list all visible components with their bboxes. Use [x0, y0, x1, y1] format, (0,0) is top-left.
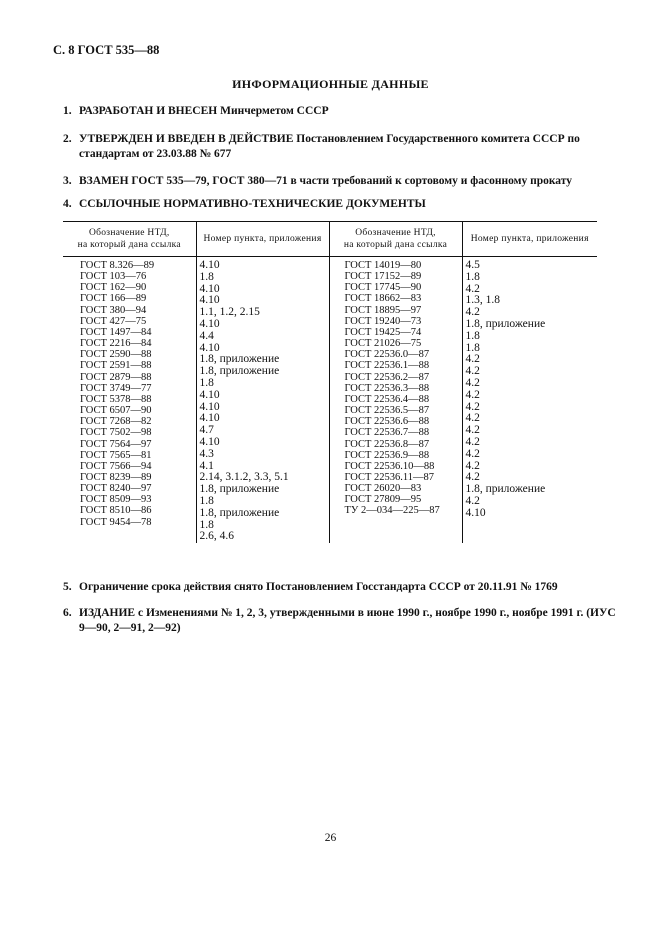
- page-number: 26: [324, 832, 337, 844]
- reference-document: ГОСТ 26020—83: [344, 483, 422, 495]
- reference-point: 1.8: [199, 270, 214, 283]
- header-point-right: Номер пункта, приложения: [462, 222, 597, 257]
- reference-point: 1.8, приложение: [199, 506, 280, 519]
- reference-document: ГОСТ 103—76: [80, 271, 147, 283]
- reference-documents-table: [63, 221, 597, 543]
- header-doc-line1: Обозначение НТД,: [88, 228, 170, 238]
- reference-point: 1.8, приложение: [199, 353, 280, 366]
- reference-document: ГОСТ 14019—80: [344, 260, 422, 271]
- header-document-right: [329, 222, 462, 257]
- reference-document: ГОСТ 2591—88: [80, 360, 152, 372]
- reference-document: ТУ 2—034—225—87: [344, 505, 440, 517]
- reference-point: 1.8, приложение: [465, 317, 546, 330]
- reference-document: ГОСТ 22536.4—88: [344, 393, 430, 405]
- reference-document: ГОСТ 2590—88: [80, 349, 152, 361]
- reference-document: ГОСТ 17745—90: [344, 282, 422, 294]
- info-item-4: [63, 197, 623, 212]
- reference-point: 4.10: [199, 317, 220, 330]
- reference-document: ГОСТ 18662—83: [344, 293, 422, 305]
- info-item-2: [63, 132, 623, 162]
- reference-point: 4.2: [465, 459, 480, 472]
- reference-point: 4.5: [465, 259, 480, 271]
- reference-point: 4.10: [199, 282, 220, 295]
- page-header: С. 8 ГОСТ 535—88: [53, 43, 160, 57]
- reference-document: ГОСТ 22536.8—87: [344, 438, 430, 450]
- info-item-3: [63, 174, 623, 189]
- reference-document: ГОСТ 2879—88: [80, 371, 152, 383]
- reference-point: 4.2: [465, 400, 480, 413]
- reference-document: ГОСТ 21026—75: [344, 338, 422, 350]
- reference-document: ГОСТ 27809—95: [344, 494, 422, 506]
- reference-document: ГОСТ 6507—90: [80, 405, 152, 417]
- reference-document: ГОСТ 19425—74: [344, 326, 422, 338]
- item-number: 6.: [63, 607, 72, 619]
- reference-point: 4.2: [465, 388, 480, 401]
- reference-document: ГОСТ 22536.7—88: [344, 427, 430, 439]
- reference-document: ГОСТ 17152—89: [344, 271, 422, 283]
- reference-document: ГОСТ 2216—84: [80, 338, 152, 350]
- table-header-row: [63, 222, 597, 257]
- reference-document: ГОСТ 3749—77: [80, 382, 152, 394]
- reference-document: ГОСТ 8.326—89: [80, 260, 155, 271]
- reference-document: ГОСТ 8239—89: [80, 471, 152, 483]
- reference-point: 4.7: [199, 424, 214, 437]
- column-left-documents: [63, 257, 196, 544]
- item-number: 1.: [63, 105, 72, 117]
- reference-document: ГОСТ 8510—86: [80, 505, 152, 517]
- reference-point: 1.8: [465, 329, 480, 342]
- reference-document: ГОСТ 22536.11—87: [344, 471, 435, 483]
- item-text: Ограничение срока действия снято Постановлением Госстандарта СССР от 20.11.91 № 1769: [79, 581, 558, 593]
- reference-document: ГОСТ 427—75: [80, 315, 147, 327]
- reference-point: 2.6, 4.6: [199, 530, 234, 543]
- reference-point: 4.2: [465, 447, 480, 460]
- reference-point: 4.2: [465, 376, 480, 389]
- reference-point: 4.2: [465, 424, 480, 437]
- reference-document: ГОСТ 7565—81: [80, 449, 152, 461]
- info-item-1: [63, 104, 623, 119]
- item-number: 3.: [63, 175, 72, 187]
- reference-point: 4.2: [465, 435, 480, 448]
- reference-document: ГОСТ 18895—97: [344, 304, 422, 316]
- header-document-left: [63, 222, 196, 257]
- reference-point: 4.2: [465, 282, 480, 295]
- reference-point: [466, 520, 598, 532]
- reference-document: ГОСТ 7502—98: [80, 427, 152, 439]
- item-text: РАЗРАБОТАН И ВНЕСЕН Минчерметом СССР: [79, 105, 329, 117]
- reference-point: 4.2: [465, 306, 480, 319]
- reference-point: 4.1: [199, 459, 214, 472]
- column-right-points: [462, 257, 597, 544]
- reference-document: ГОСТ 22536.3—88: [344, 382, 430, 394]
- reference-document: ГОСТ 7564—97: [80, 438, 152, 450]
- column-left-points: [196, 257, 329, 544]
- reference-document: ГОСТ 22536.5—87: [344, 405, 430, 417]
- reference-point: 1.8, приложение: [199, 365, 280, 378]
- reference-point: 1.8, приложение: [199, 483, 280, 496]
- reference-document: ГОСТ 22536.10—88: [344, 460, 435, 472]
- info-item-5: [63, 580, 623, 595]
- reference-point: 1.8, приложение: [465, 483, 546, 496]
- item-text: ССЫЛОЧНЫЕ НОРМАТИВНО-ТЕХНИЧЕСКИЕ ДОКУМЕНТЫ: [79, 198, 426, 210]
- reference-document: ГОСТ 380—94: [80, 304, 147, 316]
- reference-document: ГОСТ 19240—73: [344, 315, 422, 327]
- reference-document: ГОСТ 8240—97: [80, 483, 152, 495]
- reference-document: ГОСТ 22536.1—88: [344, 360, 430, 372]
- reference-point: 4.10: [199, 412, 220, 425]
- reference-document: ГОСТ 5378—88: [80, 393, 152, 405]
- item-number: 5.: [63, 581, 72, 593]
- reference-point: 1.8: [199, 376, 214, 389]
- reference-document: ГОСТ 22536.6—88: [344, 416, 430, 428]
- header-doc-line1: Обозначение НТД,: [355, 228, 436, 238]
- reference-document: ГОСТ 22536.0—87: [344, 349, 430, 361]
- reference-point: 4.10: [199, 435, 220, 448]
- reference-document: ГОСТ 22536.2—87: [344, 371, 430, 383]
- reference-point: 4.2: [465, 353, 480, 366]
- reference-point: 1.8: [465, 341, 480, 354]
- header-doc-line2: на который дана ссылка: [343, 240, 448, 250]
- reference-document: ГОСТ 1497—84: [80, 326, 152, 338]
- reference-point: 2.14, 3.1.2, 3.3, 5.1: [199, 471, 289, 484]
- reference-point: 4.10: [199, 259, 220, 271]
- reference-point: 4.10: [465, 506, 486, 519]
- reference-point: 4.2: [465, 471, 480, 484]
- reference-document: ГОСТ 7268—82: [80, 416, 152, 428]
- item-text: ВЗАМЕН ГОСТ 535—79, ГОСТ 380—71 в части требований к сортовому и фасонному прокату: [79, 175, 572, 187]
- reference-point: 4.10: [199, 294, 220, 307]
- section-title: ИНФОРМАЦИОННЫЕ ДАННЫЕ: [232, 77, 429, 91]
- reference-point: 4.4: [199, 329, 214, 342]
- reference-point: 1.1, 1.2, 2.15: [199, 306, 260, 319]
- reference-document: ГОСТ 162—90: [80, 282, 147, 294]
- reference-point: 4.10: [199, 341, 220, 354]
- reference-point: 1.8: [465, 270, 480, 283]
- reference-point: 1.8: [199, 518, 214, 531]
- header-doc-line2: на который дана ссылка: [77, 240, 181, 250]
- item-text: УТВЕРЖДЕН И ВВЕДЕН В ДЕЙСТВИЕ Постановлением Государственного комитета СССР по стандартам от 23.03.88 № 677: [79, 133, 580, 160]
- reference-document: ГОСТ 9454—78: [80, 516, 152, 528]
- info-item-6: [63, 606, 623, 636]
- reference-point: 1.8: [199, 494, 214, 507]
- header-point-left: Номер пункта, приложения: [196, 222, 329, 257]
- reference-document: ГОСТ 7566—94: [80, 460, 152, 472]
- reference-point: 4.2: [465, 365, 480, 378]
- reference-point: 1.3, 1.8: [465, 294, 500, 307]
- reference-point: 4.3: [199, 447, 214, 460]
- reference-point: 4.10: [199, 388, 220, 401]
- reference-document: ГОСТ 8509—93: [80, 494, 152, 506]
- item-number: 2.: [63, 133, 72, 145]
- reference-document: ГОСТ 166—89: [80, 293, 147, 305]
- reference-point: 4.10: [199, 400, 220, 413]
- item-text: ИЗДАНИЕ с Изменениями № 1, 2, 3, утвержденными в июне 1990 г., ноябре 1990 г., ноябре 1991 г. (ИУС 9—90, 2—91, 2—92): [79, 607, 616, 634]
- reference-document: ГОСТ 22536.9—88: [344, 449, 430, 461]
- table-body-row: [63, 257, 597, 544]
- reference-point: 4.2: [465, 412, 480, 425]
- column-right-documents: [329, 257, 462, 544]
- reference-point: 4.2: [465, 494, 480, 507]
- item-number: 4.: [63, 198, 72, 210]
